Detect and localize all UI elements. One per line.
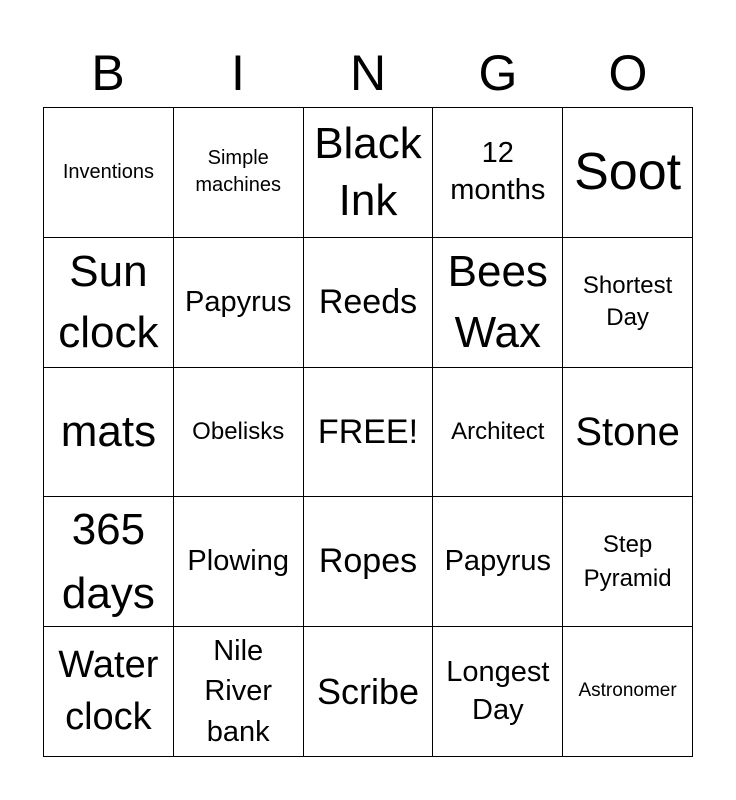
cell-label: Longest Day <box>446 655 550 726</box>
bingo-cell[interactable] <box>44 627 174 757</box>
bingo-cell[interactable] <box>433 238 563 368</box>
cell-label: Simple machines <box>195 147 281 197</box>
bingo-cell[interactable] <box>174 368 304 498</box>
cell-label: Step Pyramid <box>583 531 672 592</box>
bingo-cell[interactable] <box>433 497 563 627</box>
bingo-grid <box>43 107 693 757</box>
bingo-cell[interactable] <box>304 368 434 498</box>
cell-label: Shortest Day <box>582 271 673 332</box>
bingo-cell[interactable] <box>304 238 434 368</box>
header-letter-i: I <box>231 45 245 101</box>
cell-label: Ropes <box>318 542 418 581</box>
cell-label: 12 months <box>450 136 546 207</box>
cell-label: Water clock <box>58 644 159 738</box>
cell-label: Scribe <box>316 670 420 712</box>
bingo-cell[interactable] <box>304 108 434 238</box>
header-letter-n: N <box>349 45 387 101</box>
bingo-cell[interactable] <box>433 368 563 498</box>
cell-label: Black Ink <box>314 119 422 226</box>
bingo-cell[interactable] <box>433 108 563 238</box>
cell-label: Architect <box>451 417 545 445</box>
header-letter-o: O <box>608 45 648 101</box>
bingo-cell[interactable] <box>44 238 174 368</box>
bingo-cell[interactable] <box>174 108 304 238</box>
cell-label: Sun clock <box>58 246 159 358</box>
cell-label: Papyrus <box>444 545 551 578</box>
cell-label: 365 days <box>61 504 155 618</box>
cell-label: Stone <box>575 409 680 454</box>
bingo-cell[interactable] <box>44 368 174 498</box>
cell-label: FREE! <box>317 412 419 451</box>
cell-label: Reeds <box>318 282 418 321</box>
cell-label: Obelisks <box>192 417 285 445</box>
cell-label: Soot <box>574 143 682 202</box>
cell-label: Inventions <box>62 161 154 184</box>
bingo-cell[interactable] <box>304 497 434 627</box>
bingo-cell[interactable] <box>563 238 693 368</box>
bingo-cell[interactable] <box>174 497 304 627</box>
cell-label: Astronomer <box>578 680 677 702</box>
bingo-header <box>43 40 693 106</box>
bingo-cell[interactable] <box>304 627 434 757</box>
bingo-cell[interactable] <box>563 497 693 627</box>
bingo-cell[interactable] <box>174 627 304 757</box>
header-letter-g: G <box>478 45 518 101</box>
bingo-cell[interactable] <box>44 497 174 627</box>
cell-label: mats <box>60 407 157 457</box>
header-letter-b: B <box>91 45 125 101</box>
bingo-cell[interactable] <box>174 238 304 368</box>
bingo-cell[interactable] <box>44 108 174 238</box>
bingo-cell[interactable] <box>563 368 693 498</box>
bingo-cell[interactable] <box>563 108 693 238</box>
bingo-cell[interactable] <box>433 627 563 757</box>
cell-label: Papyrus <box>185 285 292 318</box>
cell-label: Plowing <box>187 545 289 578</box>
cell-label: Nile River bank <box>204 634 273 748</box>
bingo-cell[interactable] <box>563 627 693 757</box>
cell-label: Bees Wax <box>447 246 548 358</box>
